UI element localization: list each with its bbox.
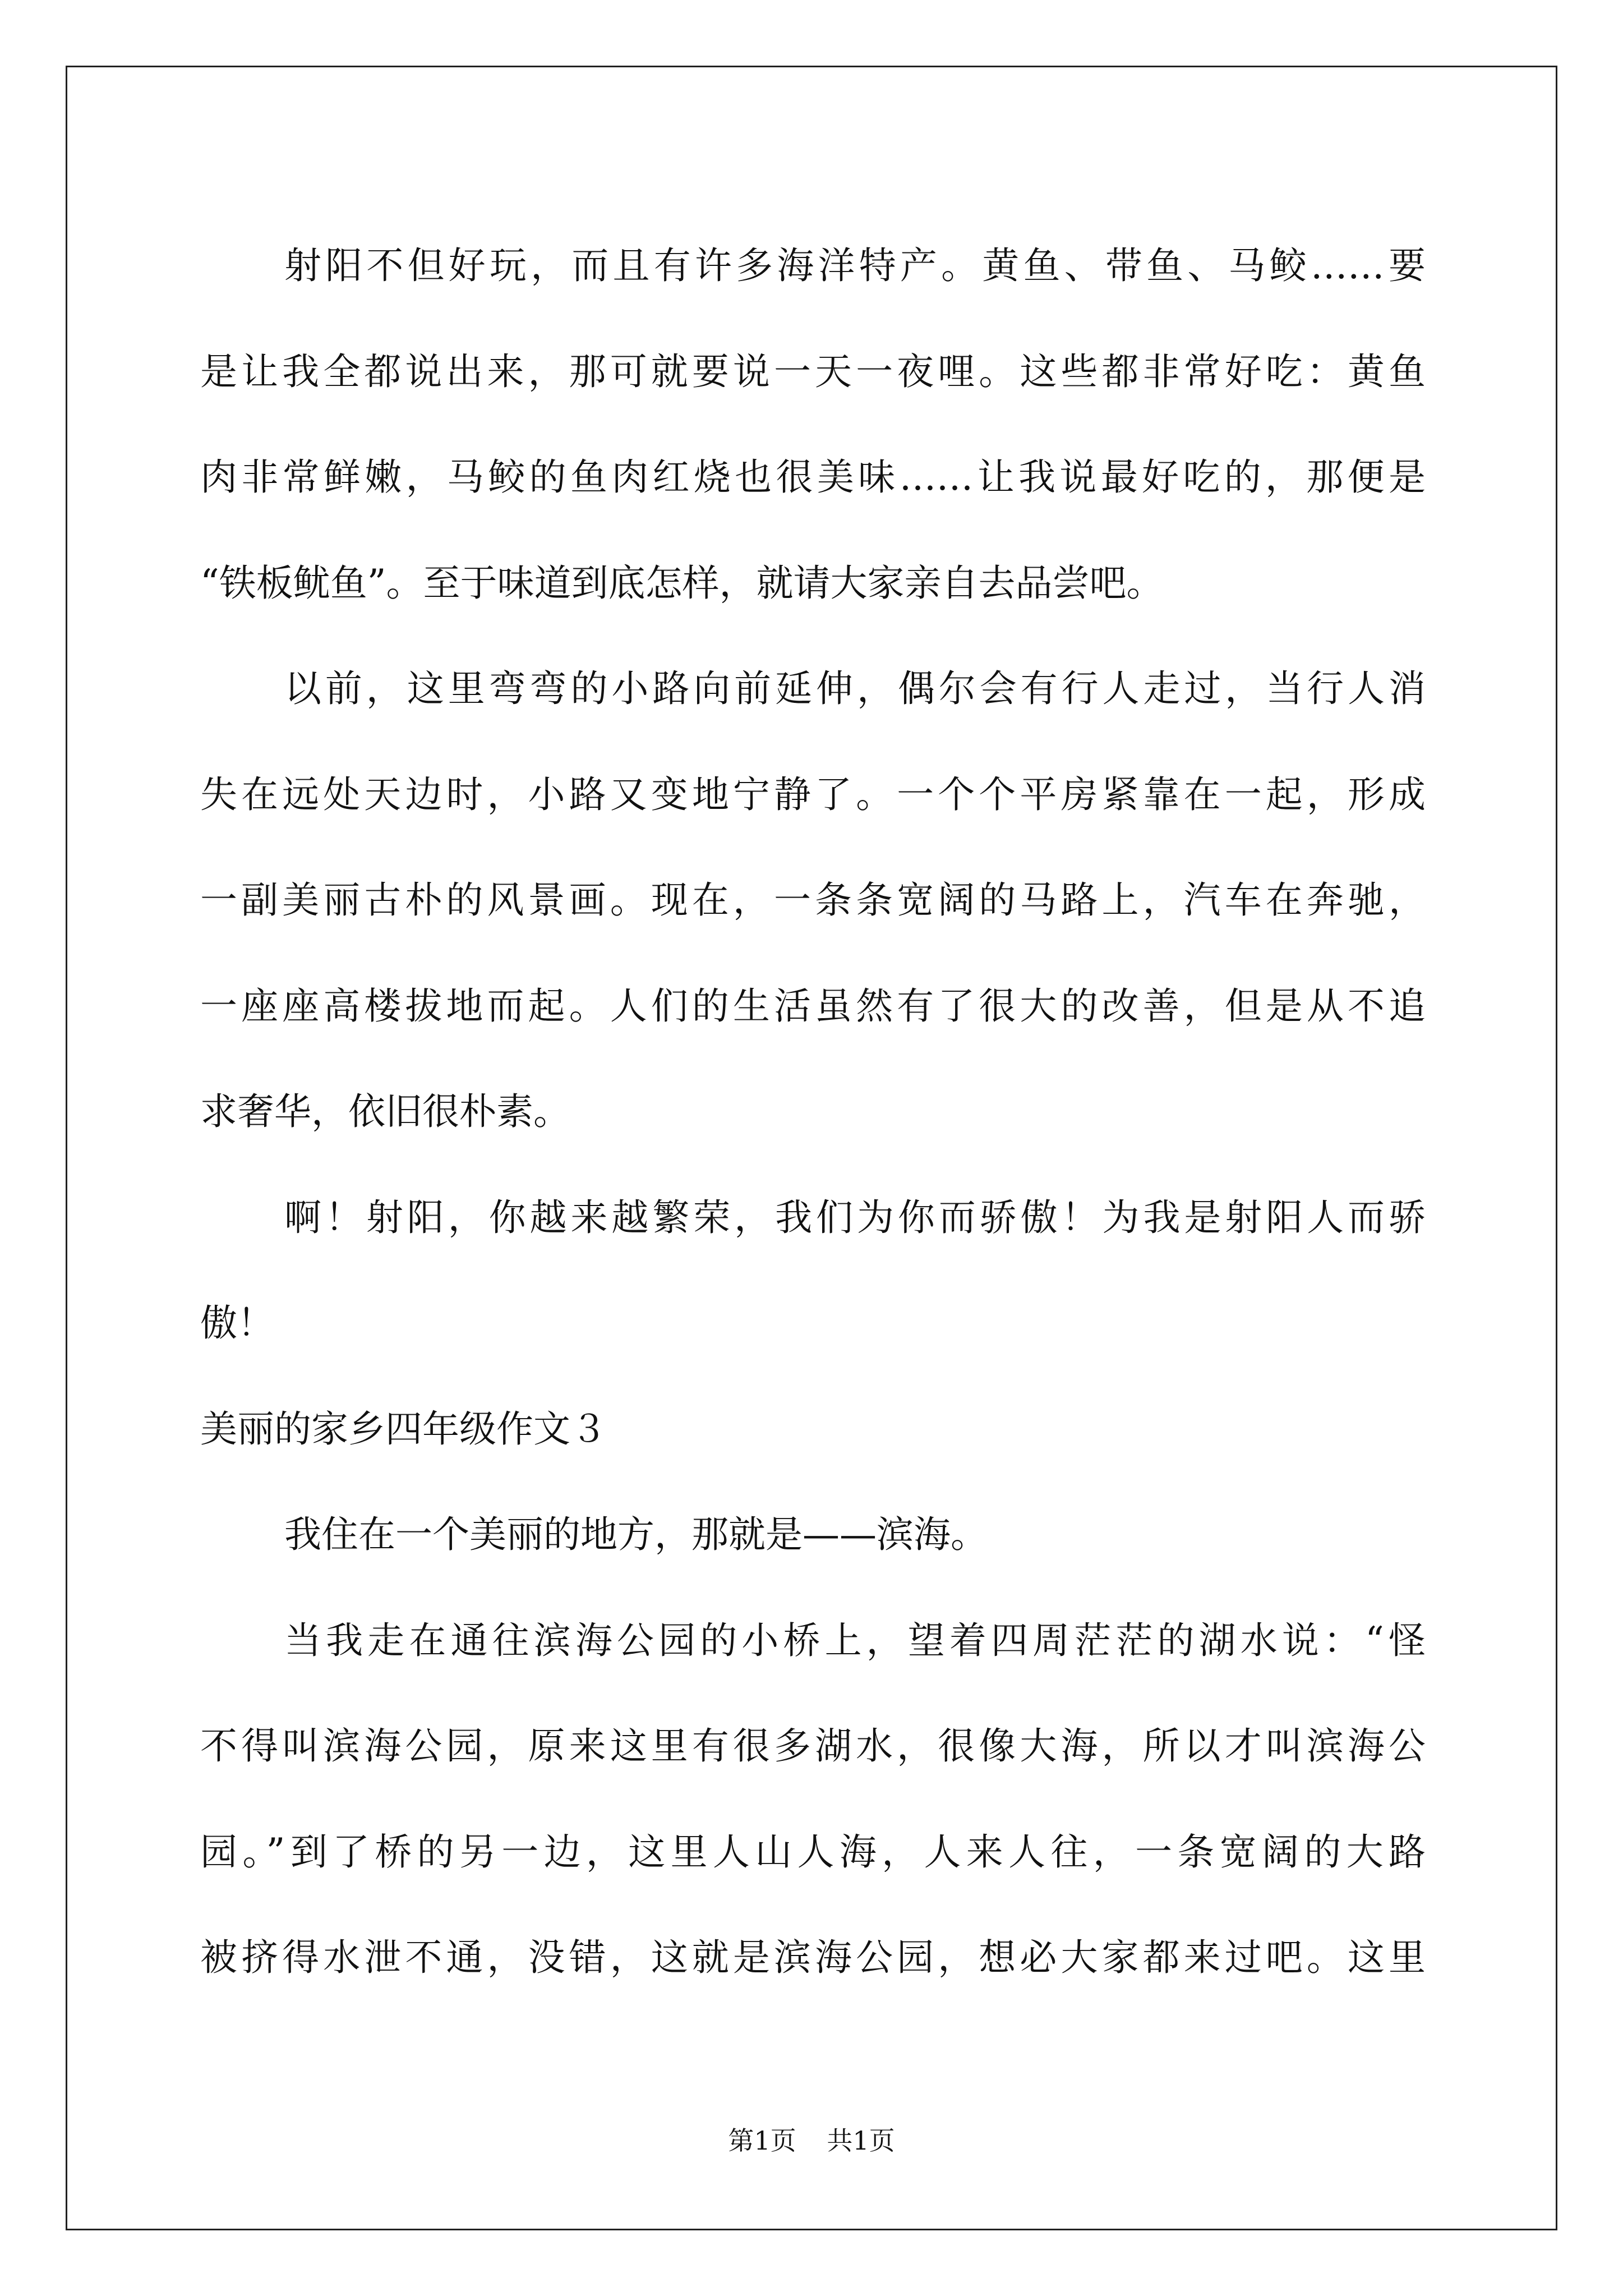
paragraph-line: 肉非常鲜嫩，马鲛的鱼肉红烧也很美味……让我说最好吃的，那便是 <box>200 455 1426 499</box>
paragraph-line: 当我走在通往滨海公园的小桥上，望着四周茫茫的湖水说：“怪 <box>284 1618 1426 1662</box>
paragraph-line: “铁板鱿鱼”。至于味道到底怎样，就请大家亲自去品尝吧。 <box>200 561 1164 605</box>
document-body <box>200 213 1426 2011</box>
paragraph-line: 傲！ <box>200 1301 274 1345</box>
paragraph-line: 被挤得水泄不通，没错，这就是滨海公园，想必大家都来过吧。这里 <box>200 1936 1426 1979</box>
section-heading: 美丽的家乡四年级作文３ <box>200 1407 607 1451</box>
paragraph-line: 射阳不但好玩，而且有许多海洋特产。黄鱼、带鱼、马鲛……要 <box>284 244 1426 287</box>
paragraph-line: 一座座高楼拔地而起。人们的生活虽然有了很大的改善，但是从不追 <box>200 984 1426 1028</box>
paragraph-line: 啊！射阳，你越来越繁荣，我们为你而骄傲！为我是射阳人而骄 <box>284 1195 1426 1239</box>
paragraph-line: 求奢华，依旧很朴素。 <box>200 1090 570 1133</box>
paragraph-line: 是让我全都说出来，那可就要说一天一夜哩。这些都非常好吃：黄鱼 <box>200 349 1426 393</box>
page-total: 共1页 <box>827 2125 895 2156</box>
paragraph-line: 不得叫滨海公园，原来这里有很多湖水，很像大海，所以才叫滨海公 <box>200 1724 1426 1768</box>
paragraph-line: 一副美丽古朴的风景画。现在，一条条宽阔的马路上，汽车在奔驰， <box>200 878 1426 922</box>
paragraph-line: 我住在一个美丽的地方，那就是——滨海。 <box>284 1513 988 1556</box>
paragraph-line: 以前，这里弯弯的小路向前延伸，偶尔会有行人走过，当行人消 <box>284 667 1426 710</box>
paragraph-line: 失在远处天边时，小路又变地宁静了。一个个平房紧靠在一起，形成 <box>200 772 1426 816</box>
paragraph-line: 园。”到了桥的另一边，这里人山人海，人来人往，一条宽阔的大路 <box>200 1830 1426 1874</box>
page-number: 第1页 <box>728 2125 796 2156</box>
page-footer <box>0 2124 1623 2157</box>
